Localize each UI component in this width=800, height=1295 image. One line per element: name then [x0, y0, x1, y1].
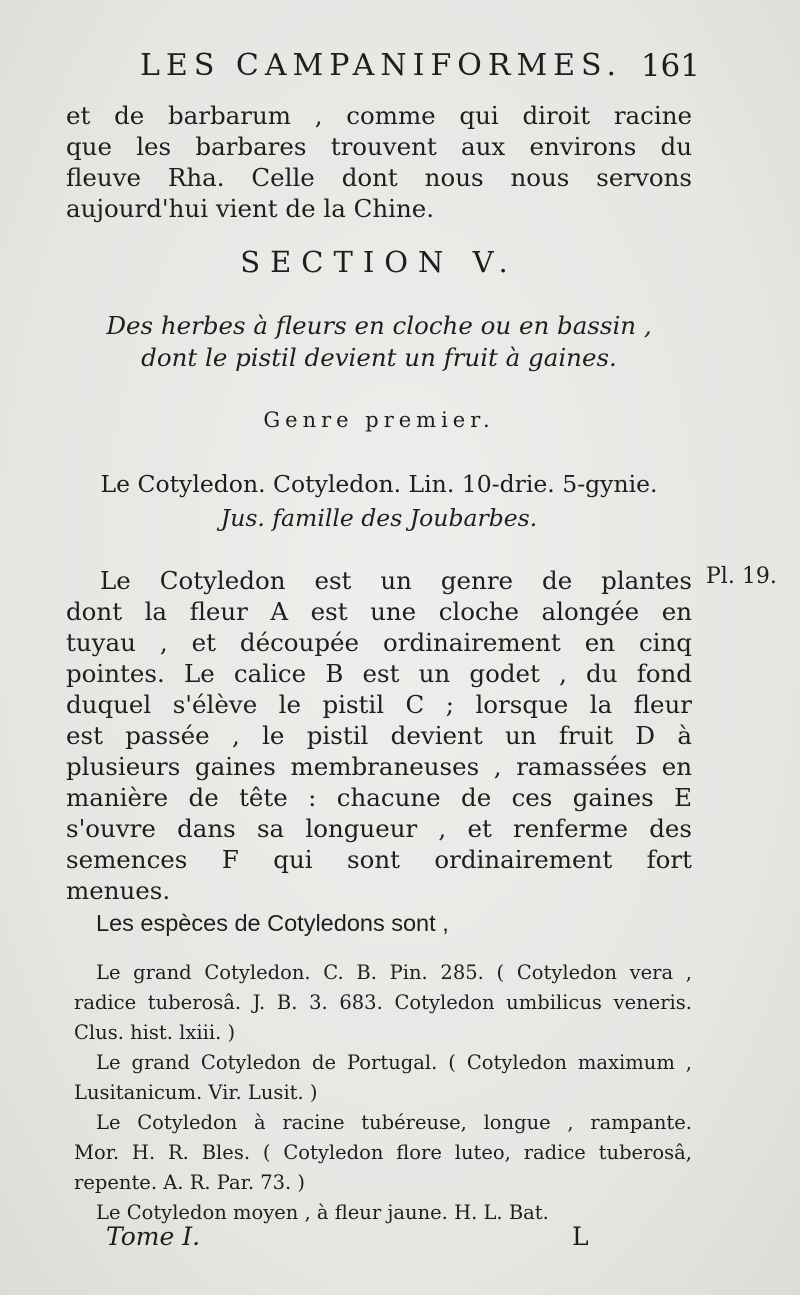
section-subtitle-line: dont le pistil devient un fruit à gaines. — [141, 343, 617, 372]
description-line: duquel s'élève le pistil C ; lorsque la fleur — [66, 690, 692, 719]
intro-line: aujourd'hui vient de la Chine. — [66, 194, 435, 223]
description-line: dont la fleur A est une cloche alongée en — [66, 597, 692, 626]
page-number: 161 — [640, 48, 700, 84]
description-line: plusieurs gaines membraneuses , ramassées en — [66, 752, 692, 781]
species-heading: Les espèces de Cotyledons sont , — [96, 910, 449, 936]
gathering-signature: L — [572, 1222, 589, 1251]
running-header — [140, 48, 700, 92]
intro-line: fleuve Rha. Celle dont nous nous servons — [66, 163, 692, 192]
description-line: s'ouvre dans sa longueur , et renferme des — [66, 814, 692, 843]
species-line: Le Cotyledon à racine tubéreuse, longue , rampante. — [96, 1111, 692, 1134]
description-line: pointes. Le calice B est un godet , du fond — [66, 659, 692, 688]
volume-signature: Tome I. — [106, 1222, 201, 1251]
species-line: Le grand Cotyledon de Portugal. ( Cotyledon maximum , — [96, 1051, 692, 1074]
description-line: Le Cotyledon est un genre de plantes — [100, 566, 692, 595]
description-line: est passée , le pistil devient un fruit D à — [66, 721, 692, 750]
description-line: manière de tête : chacune de ces gaines E — [66, 783, 692, 812]
description-line: semences F qui sont ordinairement fort — [66, 845, 692, 874]
intro-line: et de barbarum , comme qui diroit racine — [66, 101, 692, 130]
genre-title-line: Jus. famille des Joubarbes. — [220, 504, 538, 532]
species-line: Clus. hist. lxiii. ) — [74, 1021, 236, 1044]
species-line: radice tuberosâ. J. B. 3. 683. Cotyledon umbilicus veneris. — [74, 991, 692, 1014]
running-header-title: LES CAMPANIFORMES. — [140, 48, 623, 83]
intro-line: que les barbares trouvent aux environs du — [66, 132, 692, 161]
species-line: Le grand Cotyledon. C. B. Pin. 285. ( Cotyledon vera , — [96, 961, 692, 984]
section-subtitle-line: Des herbes à fleurs en cloche ou en bassin , — [106, 311, 652, 340]
species-line: Lusitanicum. Vir. Lusit. ) — [74, 1081, 318, 1104]
species-line: Le Cotyledon moyen , à fleur jaune. H. L. Bat. — [96, 1201, 549, 1224]
species-line: Mor. H. R. Bles. ( Cotyledon flore luteo, radice tuberosâ, — [74, 1141, 692, 1164]
genre-heading: Genre premier. — [263, 408, 495, 432]
description-line: tuyau , et découpée ordinairement en cinq — [66, 628, 692, 657]
description-line: menues. — [66, 876, 171, 905]
species-line: repente. A. R. Par. 73. ) — [74, 1171, 306, 1194]
section-title: SECTION V. — [240, 245, 518, 279]
genre-title-line: Le Cotyledon. Cotyledon. Lin. 10-drie. 5-gynie. — [100, 470, 658, 498]
plate-reference: Pl. 19. — [706, 564, 777, 589]
